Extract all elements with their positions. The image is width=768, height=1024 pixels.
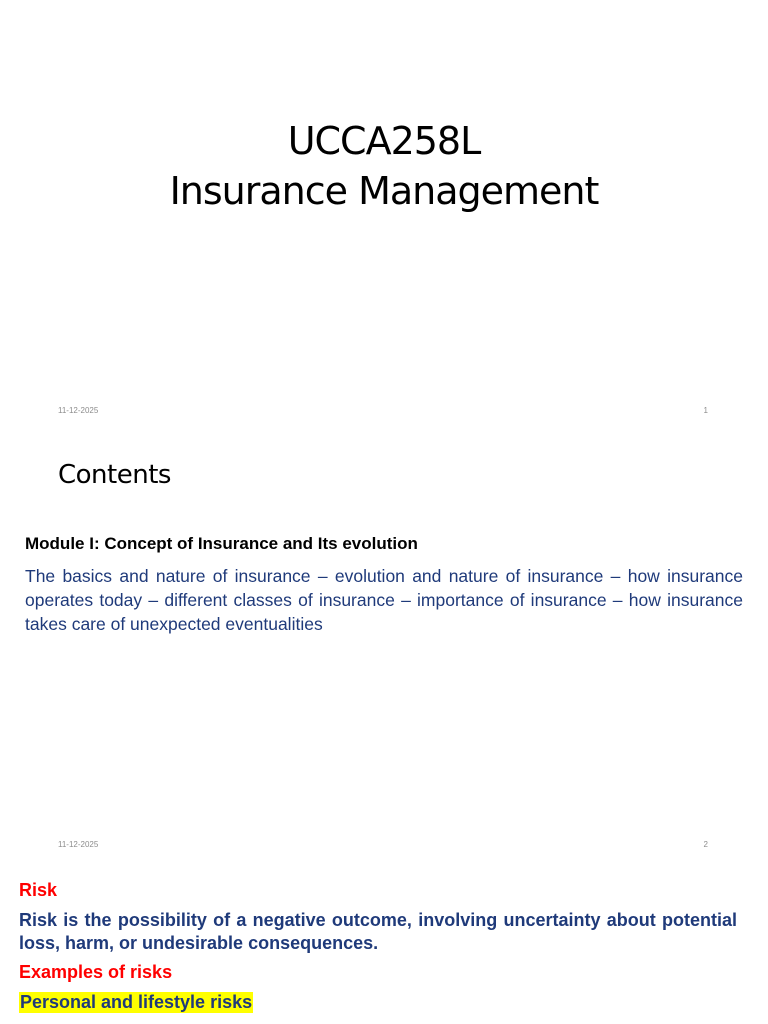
personal-risks-heading: Personal and lifestyle risks (20, 992, 253, 1012)
slide-title-course: Insurance Management (169, 169, 599, 213)
slide-page-number: 1 (703, 406, 708, 415)
contents-heading: Contents (58, 460, 171, 490)
slide-page-number: 2 (703, 840, 708, 849)
risk-heading: Risk (19, 880, 58, 900)
slide-2 (0, 432, 768, 864)
module-title: Module I: Concept of Insurance and Its evolution (25, 534, 418, 553)
slide-3 (0, 864, 768, 1024)
slide-title-code: UCCA258L (287, 119, 481, 163)
module-description: The basics and nature of insurance – evolution and nature of insurance – how insurance operates today – different classes of insurance – importance of insurance – how insurance takes care of unexpected eventualities (25, 566, 743, 634)
examples-heading: Examples of risks (19, 962, 173, 982)
slide-1 (0, 0, 768, 432)
slide-date: 11-12-2025 (58, 840, 99, 849)
risk-definition: Risk is the possibility of a negative outcome, involving uncertainty about potential loss, harm, or undesirable consequences. (19, 910, 737, 953)
slide-date: 11-12-2025 (58, 406, 99, 415)
